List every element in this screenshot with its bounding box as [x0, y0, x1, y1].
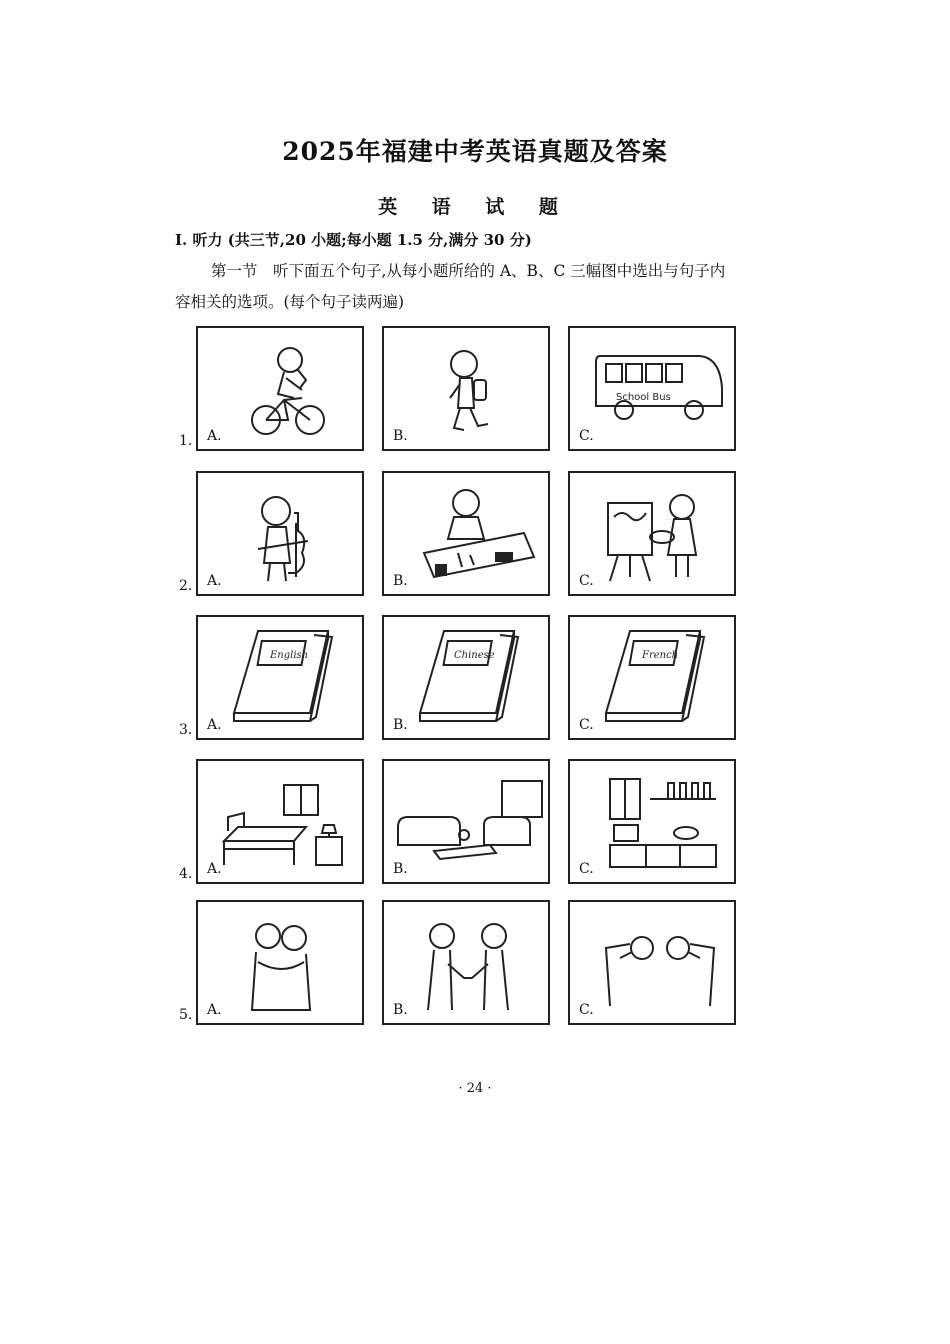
option-5a[interactable] [196, 900, 364, 1025]
boy-walking-icon [384, 328, 552, 453]
book-icon [384, 617, 552, 742]
option-2c[interactable] [568, 471, 736, 596]
question-row-2 [176, 471, 746, 598]
instruction-line-1: 第一节 听下面五个句子,从每小题所给的 A、B、C 三幅图中选出与句子内 [211, 262, 726, 280]
option-2a[interactable] [196, 471, 364, 596]
option-3c[interactable] [568, 615, 736, 740]
option-label: A. [207, 428, 222, 444]
option-4b[interactable] [382, 759, 550, 884]
bowing-icon [570, 902, 738, 1027]
option-5b[interactable] [382, 900, 550, 1025]
boy-playing-cello-icon [198, 473, 366, 598]
handshake-icon [384, 902, 552, 1027]
bedroom-icon [198, 761, 366, 886]
option-label: A. [207, 573, 222, 589]
option-1c[interactable] [568, 326, 736, 451]
book-title: English [270, 650, 309, 661]
bus-text: School Bus [616, 392, 671, 403]
option-label: A. [207, 717, 222, 733]
option-1b[interactable] [382, 326, 550, 451]
option-label: C. [579, 861, 594, 877]
question-row-5 [176, 900, 746, 1027]
kitchen-icon [570, 761, 738, 886]
book-icon [570, 617, 738, 742]
living-room-icon [384, 761, 552, 886]
option-3b[interactable] [382, 615, 550, 740]
girl-painting-icon [570, 473, 738, 598]
school-bus-icon [570, 328, 738, 453]
option-label: B. [393, 573, 408, 589]
page-number: · 24 · [458, 1081, 492, 1096]
question-number: 3. [179, 722, 193, 738]
option-label: B. [393, 1002, 408, 1018]
option-label: C. [579, 428, 594, 444]
question-row-4 [176, 759, 746, 886]
question-number: 4. [179, 866, 193, 882]
question-row-3 [176, 615, 746, 742]
paper-subtitle: 英 语 试 题 [378, 196, 572, 218]
option-2b[interactable] [382, 471, 550, 596]
option-label: B. [393, 428, 408, 444]
option-label: C. [579, 1002, 594, 1018]
option-4c[interactable] [568, 759, 736, 884]
book-title: French [642, 650, 679, 661]
boy-calligraphy-icon [384, 473, 552, 598]
hugging-icon [198, 902, 366, 1027]
question-number: 1. [179, 433, 193, 449]
option-4a[interactable] [196, 759, 364, 884]
book-title: Chinese [454, 650, 495, 661]
question-number: 2. [179, 578, 193, 594]
option-label: C. [579, 717, 594, 733]
option-label: B. [393, 717, 408, 733]
page-title: 2025年福建中考英语真题及答案 [282, 137, 668, 166]
instruction-line-2: 容相关的选项。(每个句子读两遍) [175, 293, 405, 311]
question-row-1 [176, 326, 746, 453]
section-heading: Ⅰ. 听力 (共三节,20 小题;每小题 1.5 分,满分 30 分) [175, 231, 532, 249]
book-icon [198, 617, 366, 742]
option-label: A. [207, 1002, 222, 1018]
option-5c[interactable] [568, 900, 736, 1025]
option-label: C. [579, 573, 594, 589]
option-3a[interactable] [196, 615, 364, 740]
option-1a[interactable] [196, 326, 364, 451]
question-number: 5. [179, 1007, 193, 1023]
boy-riding-bike-icon [198, 328, 366, 453]
option-label: B. [393, 861, 408, 877]
option-label: A. [207, 861, 222, 877]
